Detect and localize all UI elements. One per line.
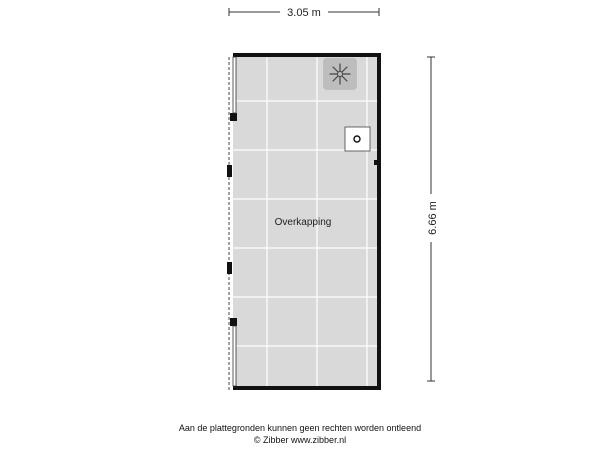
post bbox=[227, 262, 232, 274]
drain-icon bbox=[345, 127, 370, 151]
room-label: Overkapping bbox=[274, 217, 332, 228]
width-dimension-label: 3.05 m bbox=[287, 7, 321, 19]
copyright-text: © Zibber www.zibber.nl bbox=[253, 435, 347, 445]
wall-stub bbox=[374, 160, 377, 165]
post bbox=[227, 165, 232, 177]
wall-right bbox=[377, 53, 381, 390]
ceiling-fan-icon bbox=[323, 58, 357, 90]
disclaimer-text: Aan de plattegronden kunnen geen rechten worden ontleend bbox=[178, 423, 422, 433]
wall-top bbox=[233, 53, 381, 57]
height-dimension bbox=[424, 57, 440, 381]
post bbox=[230, 113, 237, 121]
gate-panel-bottom bbox=[233, 326, 236, 386]
width-dimension bbox=[229, 4, 379, 20]
wall-bottom bbox=[233, 386, 381, 390]
gate-panel-top bbox=[233, 57, 236, 113]
height-dimension-label: 6.66 m bbox=[427, 201, 439, 235]
post bbox=[230, 318, 237, 326]
